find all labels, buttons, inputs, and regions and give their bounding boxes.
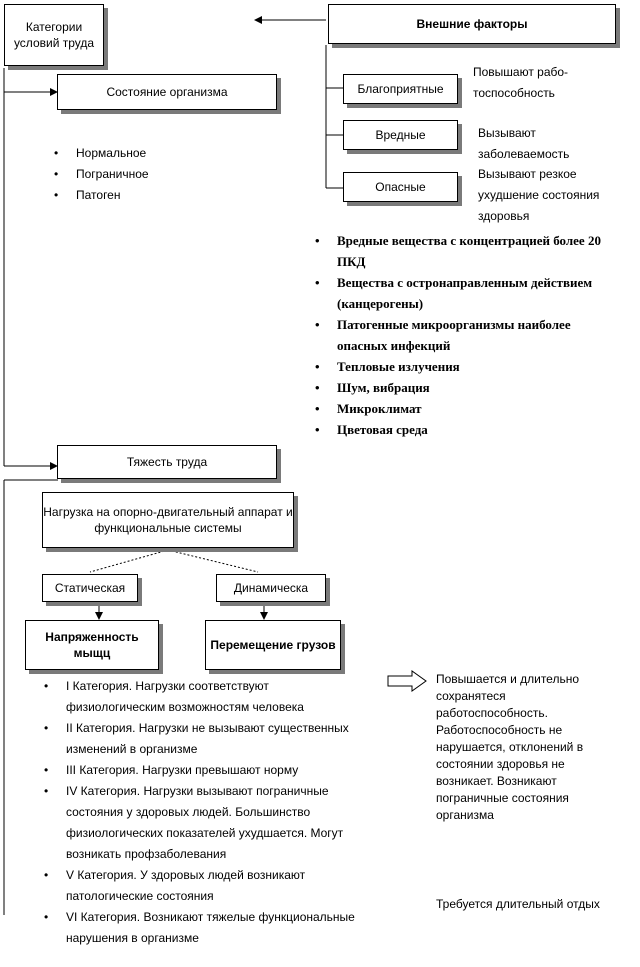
static-label: Статическая [54, 580, 126, 595]
dynamic-box [216, 574, 326, 602]
external-factors-box [328, 4, 616, 44]
list-item: • Микроклимат [337, 398, 612, 419]
list-item: • VI Категория. Возникают тяжелые функциональные нарушения в организме [66, 907, 366, 949]
factor-harmful-label: Вредные [375, 127, 426, 142]
external-factors-label: Внешние факторы [416, 16, 528, 31]
moving-box [205, 620, 341, 670]
factor-favorable-box [343, 74, 458, 104]
list-item: • Цветовая среда [337, 419, 612, 440]
load-box [42, 492, 294, 548]
dynamic-label: Динамическа [233, 580, 309, 595]
list-item: • IV Категория. Нагрузки вызывают пограничные состояния у здоровых людей. Большинство физиологических показателей ухудшается. Могут возникать профзаболевания [66, 781, 366, 865]
categories-box [4, 4, 104, 66]
list-item: • Нормальное [76, 143, 136, 164]
list-item: • Шум, вибрация [337, 377, 612, 398]
factor-harmful-box [343, 120, 458, 150]
factor-favorable-label: Благоприятные [357, 81, 444, 96]
right-note: Повышается и длительно сохранятеся работоспособность. Работоспособность не нарушается, отклонений в состоянии здоровья не возникает. Возникают пограничные состояния организма [436, 672, 584, 822]
factor-harmful-desc: Вызывают заболеваемость [478, 126, 570, 161]
factor-dangerous-box [343, 172, 458, 202]
list-item: • Патоген [76, 185, 136, 206]
factor-dangerous-label: Опасные [375, 179, 426, 194]
organism-states-list [76, 143, 149, 206]
list-item: • Тепловые излучения [337, 356, 612, 377]
list-item: • I Категория. Нагрузки соответствуют физиологическим возможностям человека [66, 676, 366, 718]
hazards-list [337, 230, 612, 440]
organism-state-label: Состояние организма [106, 84, 228, 99]
tension-box [25, 620, 159, 670]
hollow-arrow-icon [388, 671, 426, 691]
list-item: • Вещества с остронаправленным действием (канцерогены) [337, 272, 612, 314]
categories-label: Категории условий труда [13, 19, 95, 50]
static-box [42, 574, 138, 602]
severity-label: Тяжесть труда [126, 454, 208, 469]
rest-note: Требуется длительный отдых [436, 897, 600, 911]
tension-label: Напряженность мыщц [45, 629, 139, 660]
organism-state-box [57, 74, 277, 110]
list-item: • Пограничное [76, 164, 136, 185]
severity-box [57, 445, 277, 479]
list-item: • Патогенные микроорганизмы наиболее опасных инфекций [337, 314, 612, 356]
list-item: • II Категория. Нагрузки не вызывают существенных изменений в организме [66, 718, 366, 760]
factor-favorable-desc: Повышают рабо-тоспособность [473, 65, 569, 100]
list-item: • Вредные вещества с концентрацией более 20 ПКД [337, 230, 612, 272]
work-categories-list [66, 676, 366, 949]
factor-dangerous-desc: Вызывают резкое ухудшение состояния здоровья [478, 167, 600, 223]
list-item: • III Категория. Нагрузки превышают норму [66, 760, 366, 781]
load-label: Нагрузка на опорно-двигательный аппарат и функциональные системы [43, 504, 293, 535]
list-item: • V Категория. У здоровых людей возникают патологические состояния [66, 865, 366, 907]
moving-label: Перемещение грузов [210, 637, 336, 652]
